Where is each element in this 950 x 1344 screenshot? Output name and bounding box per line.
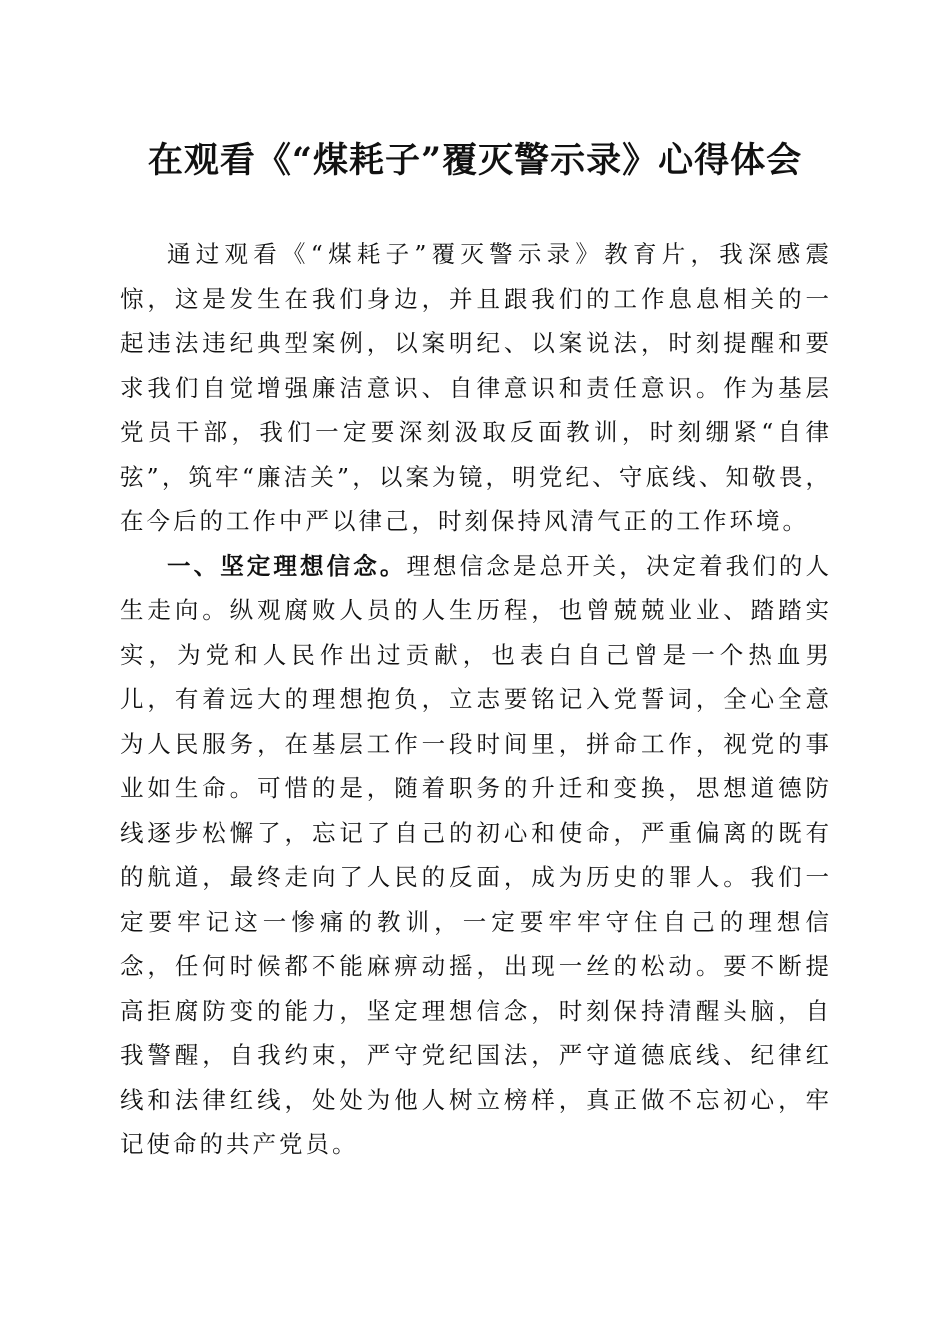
- section-1-heading: 一、坚定理想信念。: [167, 551, 407, 580]
- section-1-paragraph: [120, 544, 832, 1167]
- document-body: [120, 232, 832, 1167]
- document-title: 在观看《“煤耗子”覆灭警示录》心得体会: [147, 140, 803, 181]
- section-1-text: 理想信念是总开关，决定着我们的人生走向。纵观腐败人员的人生历程，也曾兢兢业业、踏踏实实，为党和人民作出过贡献，也表白自己曾是一个热血男儿，有着远大的理想抱负，立志要铭记入党誓词，全心全意为人民服务，在基层工作一段时间里，拼命工作，视党的事业如生命。可惜的是，随着职务的升迁和变换，思想道德防线逐步松懈了，忘记了自己的初心和使命，严重偏离的既有的航道，最终走向了人民的反面，成为历史的罪人。我们一定要牢记这一惨痛的教训，一定要牢牢守住自己的理想信念，任何时候都不能麻痹动摇，出现一丝的松动。要不断提高拒腐防变的能力，坚定理想信念，时刻保持清醒头脑，自我警醒，自我约束，严守党纪国法，严守道德底线、纪律红线和法律红线，处处为他人树立榜样，真正做不忘初心，牢记使命的共产党员。: [120, 551, 832, 1158]
- intro-paragraph: 通过观看《“煤耗子”覆灭警示录》教育片，我深感震惊，这是发生在我们身边，并且跟我们的工作息息相关的一起违法违纪典型案例，以案明纪、以案说法，时刻提醒和要求我们自觉增强廉洁意识、自律意识和责任意识。作为基层党员干部，我们一定要深刻汲取反面教训，时刻绷紧“自律弦”，筑牢“廉洁关”，以案为镜，明党纪、守底线、知敬畏，在今后的工作中严以律己，时刻保持风清气正的工作环境。: [120, 240, 832, 535]
